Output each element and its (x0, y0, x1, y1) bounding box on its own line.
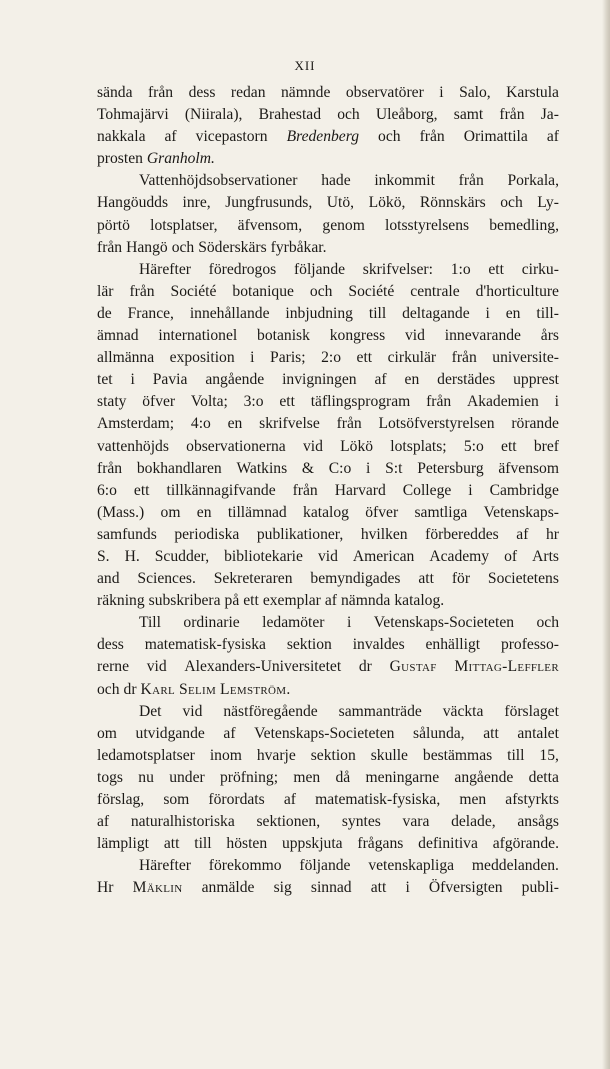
text-line: Härefter föredrogos följande skrifvelser: 1:o ett cirku- (139, 260, 559, 278)
text-line: tet i Pavia angående invigningen af en derstädes upprest (97, 371, 559, 389)
text-line: Vattenhöjdsobservationer hade inkommit från Porkala, (139, 172, 559, 190)
text-line: Hr Mäklin anmälde sig sinnad att i Öfversigten publi- (97, 877, 559, 899)
page-edge-shadow (602, 0, 610, 1069)
text-line: S. H. Scudder, bibliotekarie vid American Academy of Arts (97, 547, 559, 565)
text-line: Det vid nästföregående sammanträde väckta förslaget (139, 702, 559, 720)
text-line: allmänna exposition i Paris; 2:o ett cirkulär från universite- (97, 349, 559, 367)
text-line: och dr Karl Selim Lemström. (97, 679, 559, 701)
text-line: de France, innehållande inbjudning till deltagande i en till- (97, 304, 559, 322)
name-small-caps: Karl (140, 680, 175, 698)
text-line: Härefter förekommo följande vetenskapliga meddelanden. (139, 857, 559, 875)
text-line: ämnad internationel botanisk kongress vid innevarande års (97, 327, 559, 345)
body-text (97, 82, 559, 899)
text-line: Till ordinarie ledamöter i Vetenskaps-Societeten och (139, 614, 559, 632)
text-line: lämpligt att till hösten uppskjuta frågans definitiva afgörande. (97, 835, 559, 853)
name-italic: Granholm. (146, 150, 215, 168)
text-line: förslag, som förordats af matematisk-fysiska, men afstyrkts (97, 791, 559, 808)
text-line: från Hangö och Söderskärs fyrbåkar. (97, 238, 327, 256)
text-line: vattenhöjds observationerna vid Lökö lotsplats; 5:o ett bref (97, 437, 559, 455)
text-line: räkning subskribera på ett exemplar af nämnda katalog. (97, 592, 445, 610)
text-line: (Mass.) om en tillämnad katalog öfver samtliga Vetenskaps- (97, 503, 559, 521)
text-line: 6:o ett tillkännagifvande från Harvard College i Cambridge (97, 481, 559, 499)
text-line: nakkala af vicepastorn Bredenberg och från Orimattila af (97, 126, 559, 148)
text-line: togs nu under pröfning; men då meningarne angående detta (97, 768, 559, 786)
text-line: lär från Société botanique och Société centrale d'horticulture (97, 282, 559, 300)
text-line: Tohmajärvi (Niirala), Brahestad och Uleåborg, samt från Ja- (97, 106, 559, 124)
text-line: and Sciences. Sekreteraren bemyndigades att för Societetens (97, 570, 559, 588)
text-line: om utvidgande af Vetenskaps-Societeten sålunda, att antalet (97, 724, 559, 742)
text-line: pörtö lotsplatser, äfvensom, genom lotsstyrelsens bemedling, (97, 216, 559, 234)
name-italic: Bredenberg (286, 128, 360, 146)
text-line: rerne vid Alexanders-Universitetet dr Gustaf Mittag-Leffler (97, 656, 559, 678)
name-small-caps: Gustaf (389, 658, 437, 676)
text-line: från bokhandlaren Watkins & C:o i S:t Petersburg äfvensom (97, 459, 559, 477)
text-line: samfunds periodiska publikationer, hvilken förbereddes af hr (97, 525, 559, 543)
text-line: staty öfver Volta; 3:o ett täflingsprogram från Akademien i (97, 393, 559, 411)
text-line: Amsterdam; 4:o en skrifvelse från Lotsöfverstyrelsen rörande (97, 415, 559, 433)
text-line: Hangöudds inre, Jungfrusunds, Utö, Lökö, Rönnskärs och Ly- (97, 194, 559, 212)
name-small-caps: Mäklin (132, 879, 183, 897)
text-line: prosten Granholm. (97, 148, 559, 170)
text-line: af naturalhistoriska sektionen, syntes vara delade, ansågs (97, 813, 559, 831)
name-small-caps: Selim (178, 680, 217, 698)
page-number: XII (294, 58, 316, 73)
text-line: ledamotsplatser inom hvarje sektion skulle bestämmas till 15, (97, 746, 559, 764)
text-line: dess matematisk-fysiska sektion invaldes enhälligt professo- (97, 636, 559, 654)
name-small-caps: Lemström. (220, 680, 291, 698)
text-line: sända från dess redan nämnde observatörer i Salo, Karstula (97, 84, 559, 101)
name-small-caps: Mittag-Leffler (454, 658, 559, 676)
